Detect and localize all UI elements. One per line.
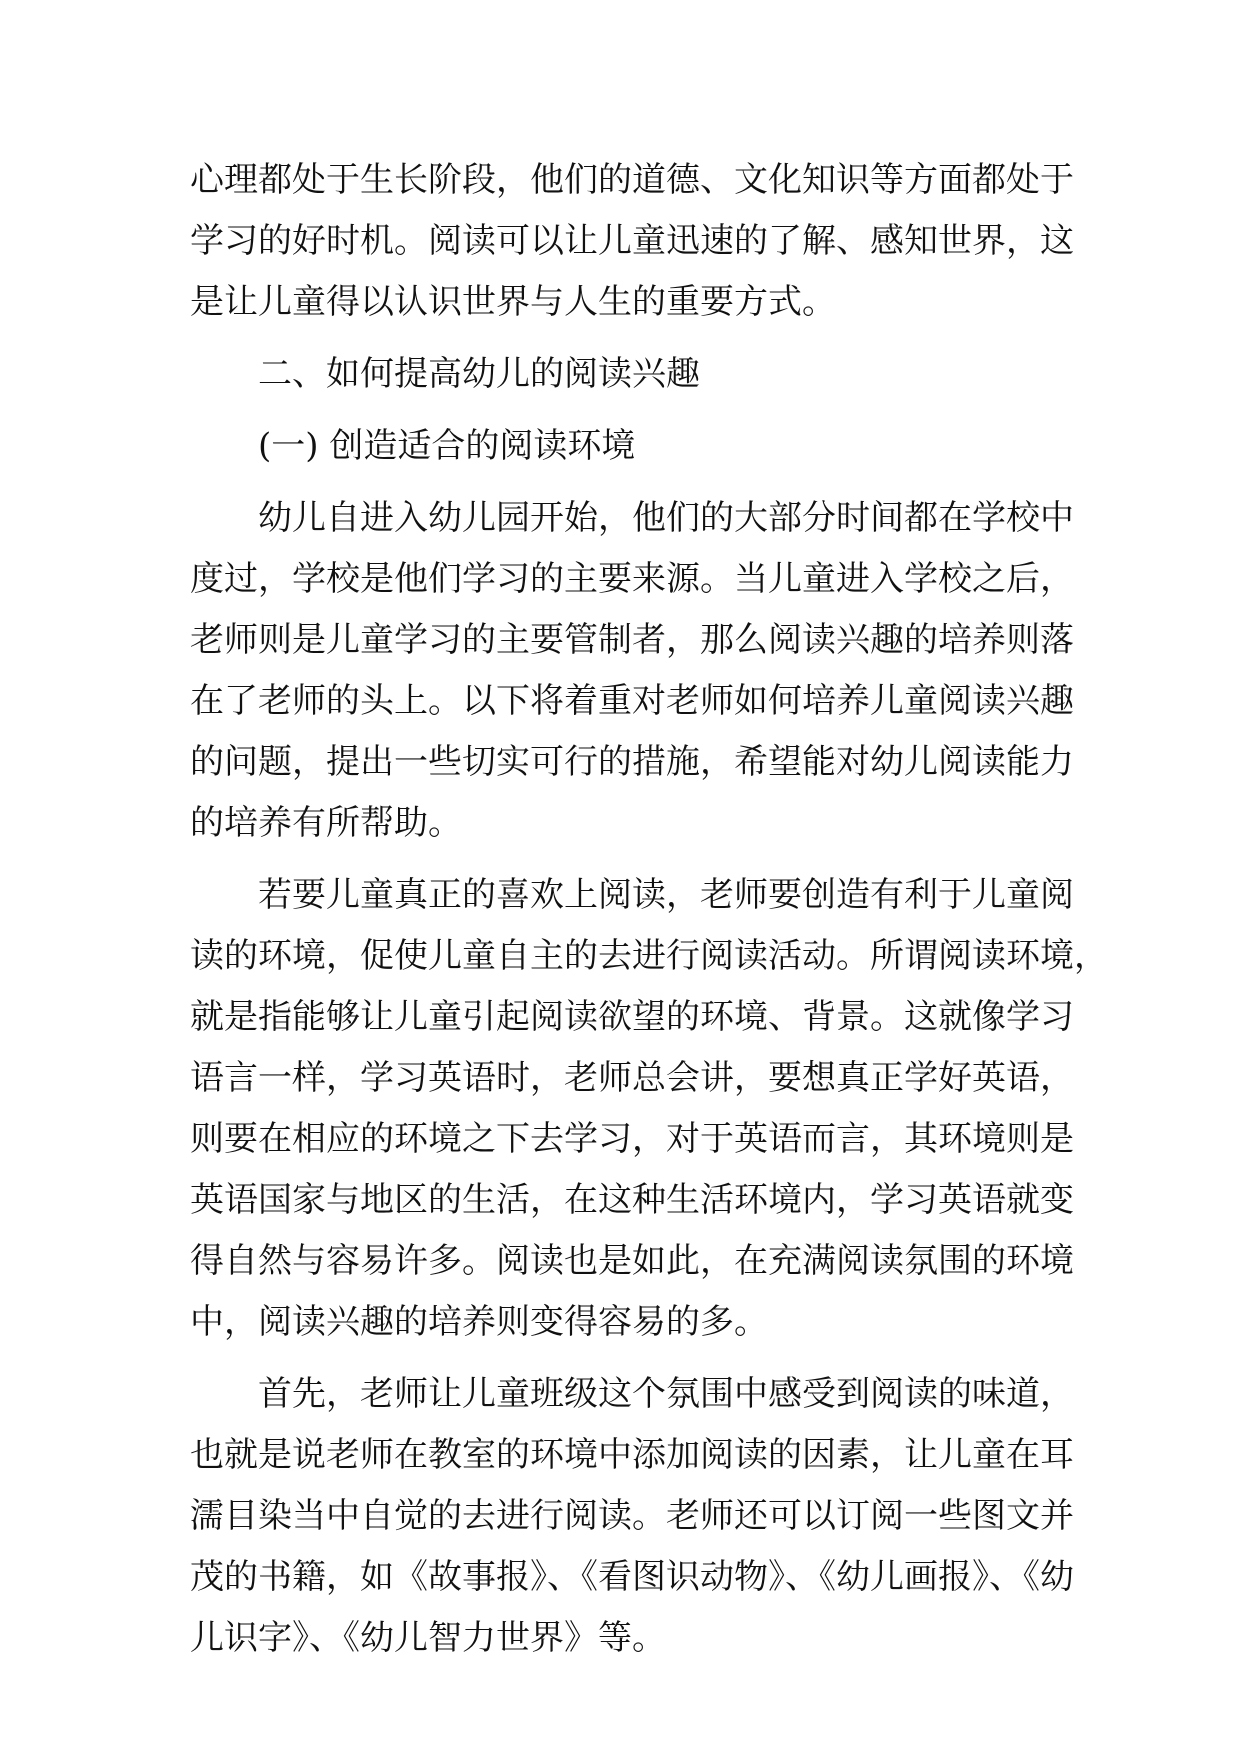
text-line: 在了老师的头上。以下将着重对老师如何培养儿童阅读兴趣 [190,681,1074,721]
text-line: 心理都处于生长阶段，他们的道德、文化知识等方面都处于 [190,160,1074,200]
paragraph [190,150,1074,333]
text-line: 的培养有所帮助。 [190,803,462,843]
subsection-heading [190,416,1070,477]
text-line: 则要在相应的环境之下去学习，对于英语而言，其环境则是 [190,1119,1074,1159]
document-page [190,150,1108,1669]
text-line: 首先，老师让儿童班级这个氛围中感受到阅读的味道， [258,1374,1074,1414]
text-line: 濡目染当中自觉的去进行阅读。老师还可以订阅一些图文并 [190,1496,1074,1536]
section-heading [190,344,1070,405]
text-line: 得自然与容易许多。阅读也是如此，在充满阅读氛围的环境 [190,1241,1074,1281]
subheading-text: (一) 创造适合的阅读环境 [258,426,636,466]
text-line: 学习的好时机。阅读可以让儿童迅速的了解、感知世界，这 [190,221,1074,261]
text-line: 茂的书籍，如《故事报》、《看图识动物》、《幼儿画报》、《幼 [190,1557,1074,1597]
text-line: 老师则是儿童学习的主要管制者，那么阅读兴趣的培养则落 [190,620,1074,660]
heading-text: 二、如何提高幼儿的阅读兴趣 [258,354,700,394]
text-line: 的问题，提出一些切实可行的措施，希望能对幼儿阅读能力 [190,742,1074,782]
text-line: 度过，学校是他们学习的主要来源。当儿童进入学校之后， [190,559,1074,599]
text-line: 就是指能够让儿童引起阅读欲望的环境、背景。这就像学习 [190,997,1074,1037]
text-line: 幼儿自进入幼儿园开始，他们的大部分时间都在学校中 [258,498,1074,538]
text-line: 读的环境，促使儿童自主的去进行阅读活动。所谓阅读环境， [190,936,1108,976]
text-line: 若要儿童真正的喜欢上阅读，老师要创造有利于儿童阅 [258,875,1074,915]
text-line: 是让儿童得以认识世界与人生的重要方式。 [190,282,836,322]
paragraph [190,1364,1074,1669]
paragraph [190,865,1108,1353]
text-line: 儿识字》、《幼儿智力世界》等。 [190,1618,666,1658]
text-line: 语言一样，学习英语时，老师总会讲，要想真正学好英语， [190,1058,1074,1098]
text-line: 也就是说老师在教室的环境中添加阅读的因素，让儿童在耳 [190,1435,1074,1475]
paragraph [190,488,1074,854]
text-line: 英语国家与地区的生活，在这种生活环境内，学习英语就变 [190,1180,1074,1220]
text-line: 中，阅读兴趣的培养则变得容易的多。 [190,1302,768,1342]
